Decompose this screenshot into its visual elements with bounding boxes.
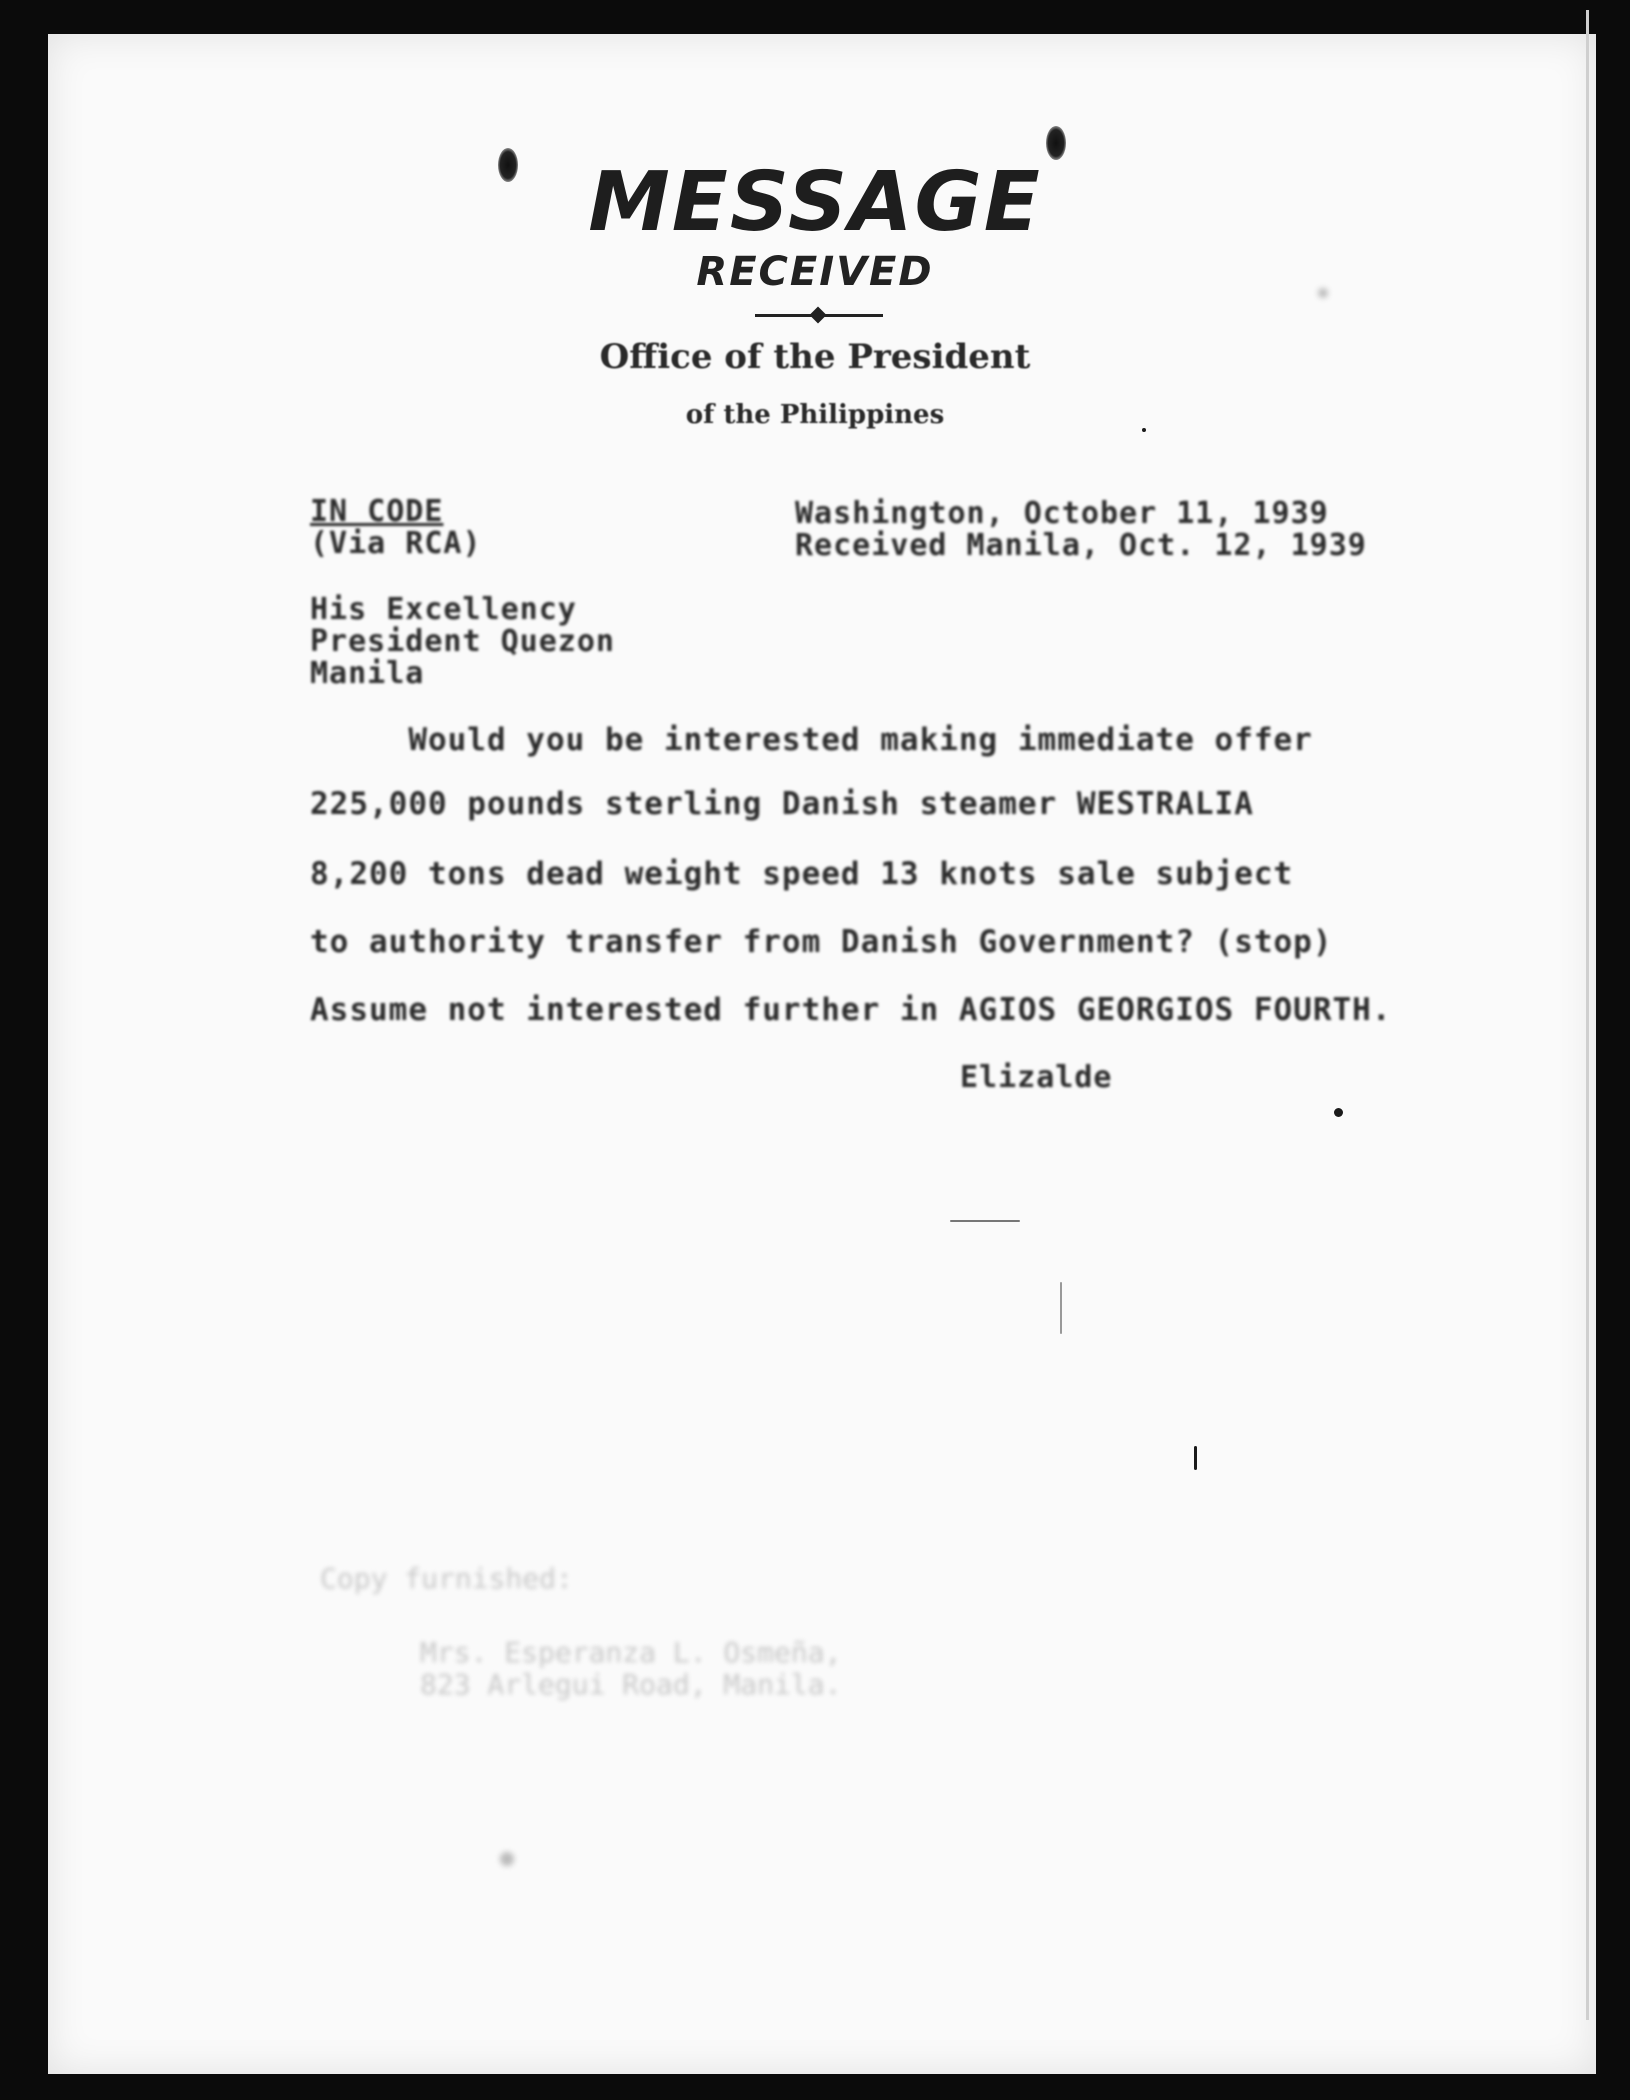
copy-furnished-line-1: Mrs. Esperanza L. Osmeña, [420,1636,842,1669]
body-line-1: Would you be interested making immediate offer [310,722,1313,758]
ink-speck [1060,1282,1062,1334]
received-date: Received Manila, Oct. 12, 1939 [795,528,1367,563]
ink-speck [950,1220,1020,1222]
copy-furnished-line-2: 823 Arlegui Road, Manila. [420,1668,842,1701]
origin-date: Washington, October 11, 1939 [795,496,1329,531]
ink-speck [500,1852,514,1866]
punch-hole-right [1046,126,1066,160]
office-line-1: Office of the President [599,337,1031,377]
body-line-5: Assume not interested further in AGIOS GEORGIOS FOURTH. [310,992,1392,1028]
ink-speck [1194,1446,1197,1470]
letterhead-divider [755,314,883,317]
ink-speck [1142,428,1146,432]
copy-furnished-label: Copy furnished: [320,1562,573,1595]
page-edge [1586,10,1589,2020]
addressee-line-2: President Quezon [310,624,615,659]
signature: Elizalde [960,1060,1113,1095]
addressee-line-1: His Excellency [310,592,577,627]
addressee-line-3: Manila [310,656,425,691]
body-line-3: 8,200 tons dead weight speed 13 knots sale subject [310,856,1294,892]
letterhead-subtitle: RECEIVED [696,249,934,295]
body-line-2: 225,000 pounds sterling Danish steamer WESTRALIA [310,786,1254,822]
letterhead-title: MESSAGE [588,155,1042,250]
transmission-method: IN CODE [310,494,444,529]
office-line-2: of the Philippines [685,400,945,430]
body-line-4: to authority transfer from Danish Government? (stop) [310,924,1333,960]
transmission-via: (Via RCA) [310,526,482,561]
ink-speck [1334,1108,1343,1117]
ink-speck [1318,288,1328,298]
